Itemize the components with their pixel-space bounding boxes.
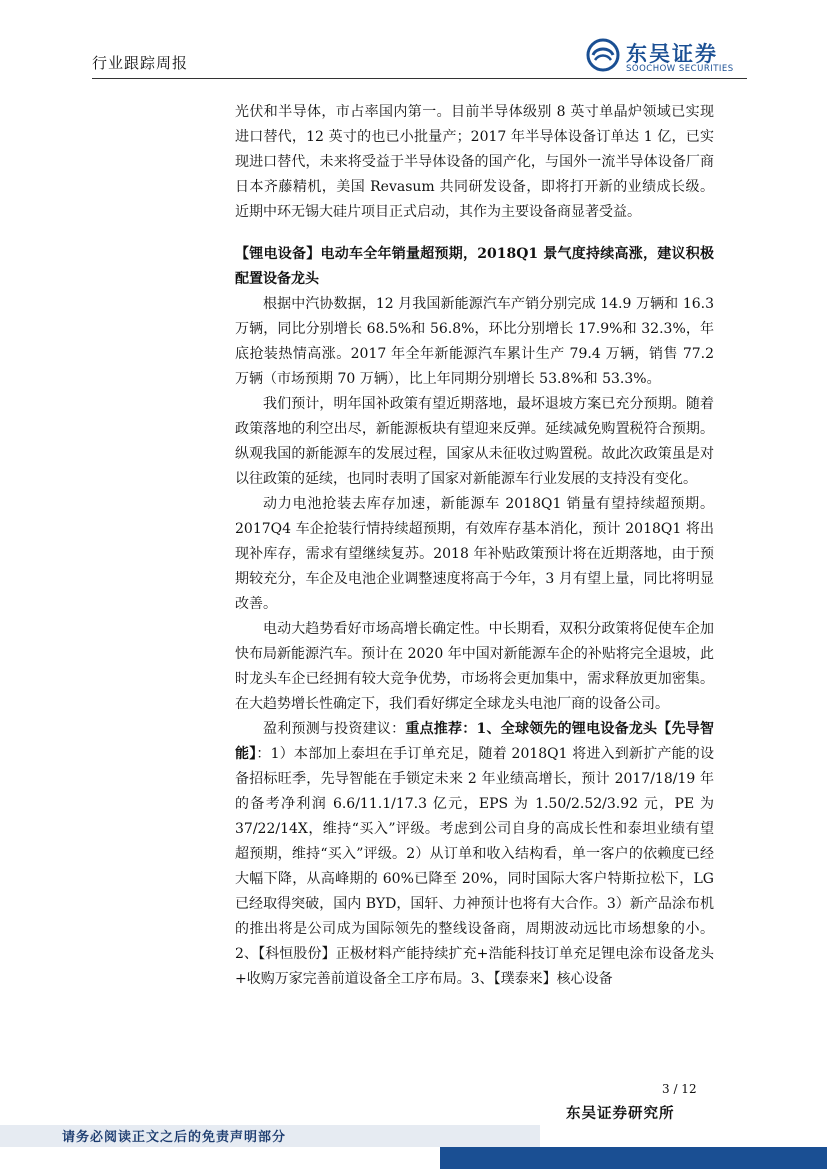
page-number: 3 / 12 bbox=[662, 1082, 697, 1096]
paragraph-battery-stocking: 动力电池抢装去库存加速，新能源车 2018Q1 销量有望持续超预期。2017Q4 车企抢装行情持续超预期，有效库存基本消化，预计 2018Q1 将出现补库存，需求有望继续复苏。2018 年补贴政策预计将在近期落地，由于预期较充分，车企及电池企业调整速度将高于今年，3 月有望上量，同比将明显改善。 bbox=[235, 496, 714, 612]
recommendation-highlight: 重点推荐：1、全球领先的锂电设备龙头【先导智能】 bbox=[235, 721, 714, 762]
recommendation-lead: 盈利预测与投资建议： bbox=[263, 721, 406, 737]
report-type-title: 行业跟踪周报 bbox=[92, 54, 189, 72]
footer-band-dark bbox=[440, 1147, 827, 1169]
scs-logo-icon bbox=[584, 38, 622, 78]
logo-english-name: SOOCHOW SECURITIES bbox=[626, 64, 734, 74]
paragraph-recommendation bbox=[235, 717, 714, 992]
paragraph-policy: 我们预计，明年国补政策有望近期落地，最坏退坡方案已充分预期。随着政策落地的利空出尽，新能源板块有望迎来反弹。延续减免购置税符合预期。纵观我国的新能源车的发展过程，国家从未征收过购置税。故此次政策虽是对以往政策的延续，也同时表明了国家对新能源车行业发展的支持没有变化。 bbox=[235, 396, 714, 487]
research-institute-name: 东吴证券研究所 bbox=[566, 1105, 675, 1122]
company-logo bbox=[584, 38, 756, 78]
header-divider bbox=[92, 78, 747, 79]
paragraph-sales-data: 根据中汽协数据，12 月我国新能源汽车产销分别完成 14.9 万辆和 16.3 万辆，同比分别增长 68.5%和 56.8%，环比分别增长 17.9%和 32.3%，年底抢装热情高涨。2017 年全年新能源汽车累计生产 79.4 万辆，销售 77.2 万辆（市场预期 70 万辆），比上年同期分别增长 53.8%和 53.3%。 bbox=[235, 296, 714, 387]
section-title-lithium: 【锂电设备】电动车全年销量超预期，2018Q1 景气度持续高涨，建议积极配置设备龙头 bbox=[235, 246, 714, 287]
paragraph-semiconductor: 光伏和半导体，市占率国内第一。目前半导体级别 8 英寸单晶炉领域已实现进口替代，12 英寸的也已小批量产；2017 年半导体设备订单达 1 亿，已实现进口替代，未来将受益于半导体设备的国产化，与国外一流半导体设备厂商日本齐藤精机，美国 Revasum 共同研发设备，即将打开新的业绩成长级。近期中环无锡大硅片项目正式启动，其作为主要设备商显著受益。 bbox=[235, 104, 714, 220]
recommendation-detail: ：1）本部加上泰坦在手订单充足，随着 2018Q1 将进入到新扩产能的设备招标旺季，先导智能在手锁定未来 2 年业绩高增长，预计 2017/18/19 年的备考净利润 6.6/11.1/17.3 亿元，EPS 为 1.50/2.52/3.92 元，PE 为 37/22/14X，维持“买入”评级。考虑到公司自身的高成长性和泰坦业绩有望超预期，维持“买入”评级。2）从订单和收入结构看，单一客户的依赖度已经大幅下降，从高峰期的 60%已降至 20%，同时国际大客户特斯拉松下，LG 已经取得突破，国内 BYD，国轩、力神预计也将有大合作。3）新产品涂布机的推出将是公司成为国际领先的整线设备商，周期波动远比市场想象的小。2、【科恒股份】正极材料产能持续扩充+浩能科技订单充足锂电涂布设备龙头+收购万家完善前道设备全工序布局。3、【璞泰来】核心设备 bbox=[235, 746, 714, 987]
report-body bbox=[235, 100, 714, 992]
disclaimer-notice: 请务必阅读正文之后的免责声明部分 bbox=[62, 1130, 287, 1145]
logo-chinese-name: 东吴证券 bbox=[626, 42, 718, 66]
paragraph-trend: 电动大趋势看好市场高增长确定性。中长期看，双积分政策将促使车企加快布局新能源汽车。预计在 2020 年中国对新能源车企的补贴将完全退坡，此时龙头车企已经拥有较大竞争优势，市场将会更加集中，需求释放更加密集。在大趋势增长性确定下，我们看好绑定全球龙头电池厂商的设备公司。 bbox=[235, 621, 714, 712]
